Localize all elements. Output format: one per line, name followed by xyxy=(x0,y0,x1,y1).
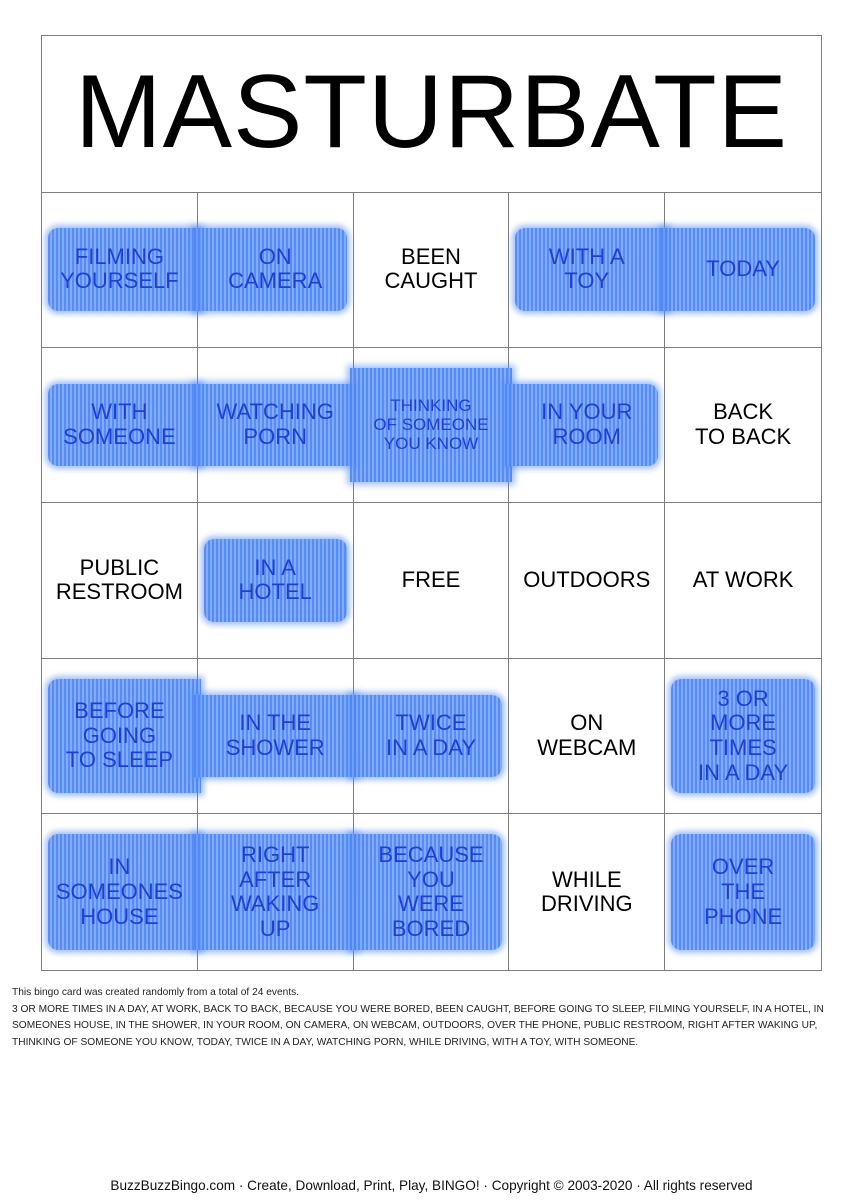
bingo-cell[interactable] xyxy=(198,192,354,348)
bingo-cell-label: ON WEBCAM xyxy=(537,710,637,761)
bingo-cell-label: WHILE DRIVING xyxy=(540,866,633,917)
bingo-cell[interactable] xyxy=(665,659,821,815)
bingo-card xyxy=(41,35,822,971)
bingo-cell-label: BACK TO BACK xyxy=(695,399,792,449)
card-title: MASTURBATE xyxy=(74,54,788,170)
bingo-cell[interactable] xyxy=(665,503,821,659)
bingo-cell-label: WATCHING PORN xyxy=(216,399,334,449)
bingo-cell[interactable] xyxy=(354,503,510,659)
bingo-cell[interactable] xyxy=(354,659,510,815)
bingo-cell-label: IN A HOTEL xyxy=(238,554,312,605)
bingo-cell-label: 3 OR MORE TIMES IN A DAY xyxy=(698,685,789,785)
bingo-cell[interactable] xyxy=(198,814,354,970)
bingo-cell[interactable] xyxy=(198,348,354,504)
bingo-cell-label: TWICE IN A DAY xyxy=(385,710,477,761)
footer-event-list: 3 OR MORE TIMES IN A DAY, AT WORK, BACK TO BACK, BECAUSE YOU WERE BORED, BEEN CAUGHT, BEFORE GOING TO SLEEP, FILMING YOURSELF, IN A HOTEL, IN SOMEONES HOUSE, IN THE SHOWER, IN YOUR ROOM, ON CAMERA, ON WEBCAM, OUTDOORS, OVER THE PHONE, PUBLIC RESTROOM, RIGHT AFTER WAKING UP, THINKING OF SOMEONE YOU KNOW, TODAY, TWICE IN A DAY, WATCHING PORN, WHILE DRIVING, WITH A TOY, WITH SOMEONE. xyxy=(12,1003,824,1048)
bingo-cell-label: FREE xyxy=(401,567,461,593)
bingo-cell-label: TODAY xyxy=(706,255,780,281)
bingo-cell-label: THINKING OF SOMEONE YOU KNOW xyxy=(373,396,489,454)
bingo-cell[interactable] xyxy=(665,814,821,970)
bingo-cell[interactable] xyxy=(665,192,821,348)
footer-summary: This bingo card was created randomly from a total of 24 events. xyxy=(12,987,300,998)
bingo-cell[interactable] xyxy=(354,192,510,348)
bingo-cell-label: IN SOMEONES HOUSE xyxy=(55,854,183,929)
bingo-cell[interactable] xyxy=(42,814,198,970)
bingo-cell-label: IN THE SHOWER xyxy=(225,710,325,761)
bingo-cell-label: OVER THE PHONE xyxy=(703,854,783,929)
bingo-cell[interactable] xyxy=(509,348,665,504)
bingo-cell-label: PUBLIC RESTROOM xyxy=(55,554,183,605)
bingo-cell[interactable] xyxy=(354,348,510,504)
footer-note xyxy=(12,985,850,1051)
bingo-cell[interactable] xyxy=(509,814,665,970)
bingo-cell[interactable] xyxy=(42,659,198,815)
bingo-cell[interactable] xyxy=(354,814,510,970)
bingo-cell-label: OUTDOORS xyxy=(523,567,651,593)
bingo-cell[interactable] xyxy=(509,192,665,348)
bingo-cell[interactable] xyxy=(42,503,198,659)
bingo-cell-label: BEFORE GOING TO SLEEP xyxy=(65,698,173,773)
bingo-cell-label: ON CAMERA xyxy=(228,243,323,294)
card-title-box xyxy=(42,36,821,193)
bingo-cell-label: AT WORK xyxy=(692,567,794,593)
bingo-cell-label: BECAUSE YOU WERE BORED xyxy=(378,841,484,941)
bingo-cell-label: BEEN CAUGHT xyxy=(384,243,478,294)
bingo-grid xyxy=(42,192,821,970)
bingo-cell[interactable] xyxy=(198,659,354,815)
bingo-cell[interactable] xyxy=(509,659,665,815)
bingo-cell-label: WITH SOMEONE xyxy=(63,399,176,449)
bingo-cell-label: RIGHT AFTER WAKING UP xyxy=(230,841,320,941)
bingo-cell-label: FILMING YOURSELF xyxy=(60,243,179,294)
bingo-cell-label: WITH A TOY xyxy=(548,243,625,294)
bingo-cell[interactable] xyxy=(509,503,665,659)
bingo-cell[interactable] xyxy=(665,348,821,504)
bingo-cell[interactable] xyxy=(42,348,198,504)
bingo-cell-label: IN YOUR ROOM xyxy=(541,399,633,449)
bingo-cell[interactable] xyxy=(198,503,354,659)
credit-line: BuzzBuzzBingo.com · Create, Download, Print, Play, BINGO! · Copyright © 2003-2020 · All rights reserved xyxy=(110,1178,753,1193)
bingo-cell[interactable] xyxy=(42,192,198,348)
